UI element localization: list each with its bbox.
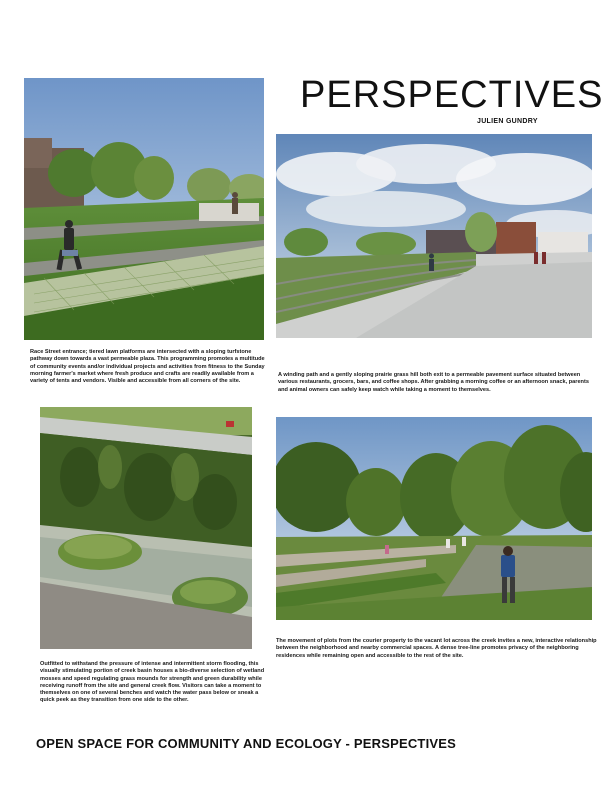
race-street-photo bbox=[24, 78, 264, 340]
page-footer-title: OPEN SPACE FOR COMMUNITY AND ECOLOGY - PERSPECTIVES bbox=[36, 736, 456, 751]
creek-basin-photo bbox=[40, 407, 252, 649]
prairie-path-caption: A winding path and a gently sloping prairie grass hill both exit to a permeable pavement surface situated between various restaurants, grocers, bars, and coffee shops. After grabbing a morning coffee or an afternoon snack, parents and animal owners can safely keep watch while taking a moment to themselves. bbox=[278, 372, 589, 393]
creek-basin-caption: Outfitted to withstand the pressure of intense and intermittent storm flooding, this visually stimulating portion of creek basin houses a bio-diverse selection of wetland mosses and speed regulating grass mounds for strength and green durability while receiving runoff from the site and general creek flow. Visitors can take a moment to themselves on one of several benches and watch the water pass below or sneak a quick peek as they transition from one side to the other. bbox=[40, 661, 265, 704]
race-street-caption: Race Street entrance; tiered lawn platforms are intersected with a sloping turfstone pathway down towards a vast permeable plaza. This programming promotes a multitude of community events and/or individual projects and activities from fitness to the Sunday morning farmer's market where fresh produce and crafts are readily available from a variety of tents and vendors. Visible and accessible from all corners of the site. bbox=[30, 349, 265, 385]
garden-plots-photo bbox=[276, 417, 592, 620]
author-name: JULIEN GUNDRY bbox=[477, 118, 538, 125]
prairie-path-photo bbox=[276, 134, 592, 338]
garden-plots-caption: The movement of plots from the courier property to the vacant lot across the creek invites a new, interactive relationship between the neighborhood and nearby commercial spaces. A dense tree-line promotes privacy of the neighboring residences while remaining open and accessible to the rest of the site. bbox=[276, 638, 597, 659]
page-title: PERSPECTIVES bbox=[300, 74, 604, 116]
